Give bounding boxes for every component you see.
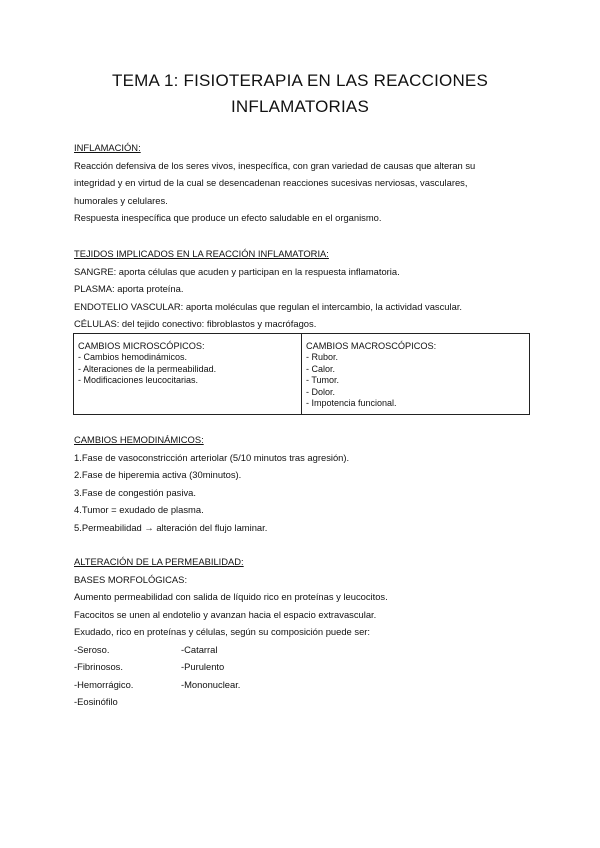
page-title: [60, 68, 540, 120]
subheading: BASES MORFOLÓGICAS:: [74, 573, 188, 585]
exudado-type: -Purulento: [181, 661, 225, 672]
micro-header: CAMBIOS MICROSCÓPICOS:: [78, 341, 205, 351]
list-item: 3.Fase de congestión pasiva.: [74, 486, 196, 498]
micro-item: - Cambios hemodinámicos.: [78, 352, 188, 362]
exudado-type: -Hemorrágico.: [74, 678, 134, 690]
paragraph-line: integridad y en virtud de la cual se desencadenan reacciones sucesivas nerviosas, vasculares,: [74, 177, 468, 188]
paragraph-line: Facocitos se unen al endotelio y avanzan hacia el espacio extravascular.: [74, 608, 377, 620]
paragraph-line: CÉLULAS: del tejido conectivo: fibroblastos y macrófagos.: [74, 318, 317, 329]
section-heading: CAMBIOS HEMODINÁMICOS:: [74, 434, 204, 445]
section-inflamacion: [74, 139, 534, 227]
paragraph-line: Aumento permeabilidad con salida de líquido rico en proteínas y leucocitos.: [74, 591, 388, 602]
exudado-row: [74, 676, 534, 694]
paragraph-line: Respuesta inespecífica que produce un efecto saludable en el organismo.: [74, 212, 382, 223]
paragraph-line: humorales y celulares.: [74, 194, 168, 206]
paragraph-line: Reacción defensiva de los seres vivos, inespecífica, con gran variedad de causas que alteran su: [74, 159, 476, 171]
paragraph-line: Exudado, rico en proteínas y células, según su composición puede ser:: [74, 626, 371, 637]
micro-item: - Modificaciones leucocitarias.: [78, 375, 199, 385]
exudado-type: -Eosinófilo: [74, 696, 118, 707]
exudado-row: [74, 641, 534, 659]
section-permeabilidad: [74, 553, 534, 711]
macro-item: - Tumor.: [306, 375, 340, 385]
micro-item: - Alteraciones de la permeabilidad.: [78, 363, 217, 374]
section-heading: TEJIDOS IMPLICADOS EN LA REACCIÓN INFLAMATORIA:: [74, 248, 329, 259]
list-item: 1.Fase de vasoconstricción arteriolar (5/10 minutos tras agresión).: [74, 451, 350, 463]
title-line-1: TEMA 1: FISIOTERAPIA EN LAS REACCIONES: [111, 71, 489, 90]
macro-item: - Rubor.: [306, 352, 339, 362]
section-hemodinamicos: [74, 431, 534, 536]
list-item: 4.Tumor = exudado de plasma.: [74, 504, 204, 515]
list-item: 5.Permeabilidad → alteración del flujo laminar.: [74, 521, 268, 533]
paragraph-line: ENDOTELIO VASCULAR: aporta moléculas que regulan el intercambio, la actividad vascular.: [74, 300, 463, 312]
macro-cell: [302, 334, 530, 415]
exudado-type: -Mononuclear.: [181, 678, 241, 690]
section-heading: ALTERACIÓN DE LA PERMEABILIDAD:: [74, 556, 244, 567]
paragraph-line: PLASMA: aporta proteína.: [74, 283, 184, 294]
paragraph-line: SANGRE: aporta células que acuden y participan en la respuesta inflamatoria.: [74, 265, 400, 277]
title-line-2: INFLAMATORIAS: [231, 97, 369, 116]
section-tejidos: [74, 245, 534, 333]
cambios-table: [73, 333, 530, 415]
macro-item: - Calor.: [306, 363, 336, 374]
exudado-type: -Fibrinosos.: [74, 661, 123, 672]
exudado-type: -Catarral: [181, 643, 218, 655]
section-heading: INFLAMACIÓN:: [74, 142, 141, 153]
macro-item: - Impotencia funcional.: [306, 398, 397, 408]
exudado-type: -Seroso.: [74, 643, 110, 655]
macro-header: CAMBIOS MACROSCÓPICOS:: [306, 341, 437, 351]
list-item: 2.Fase de hiperemia activa (30minutos).: [74, 469, 242, 480]
micro-cell: [74, 334, 302, 415]
exudado-row: [74, 693, 534, 711]
macro-item: - Dolor.: [306, 386, 336, 397]
exudado-row: [74, 658, 534, 676]
